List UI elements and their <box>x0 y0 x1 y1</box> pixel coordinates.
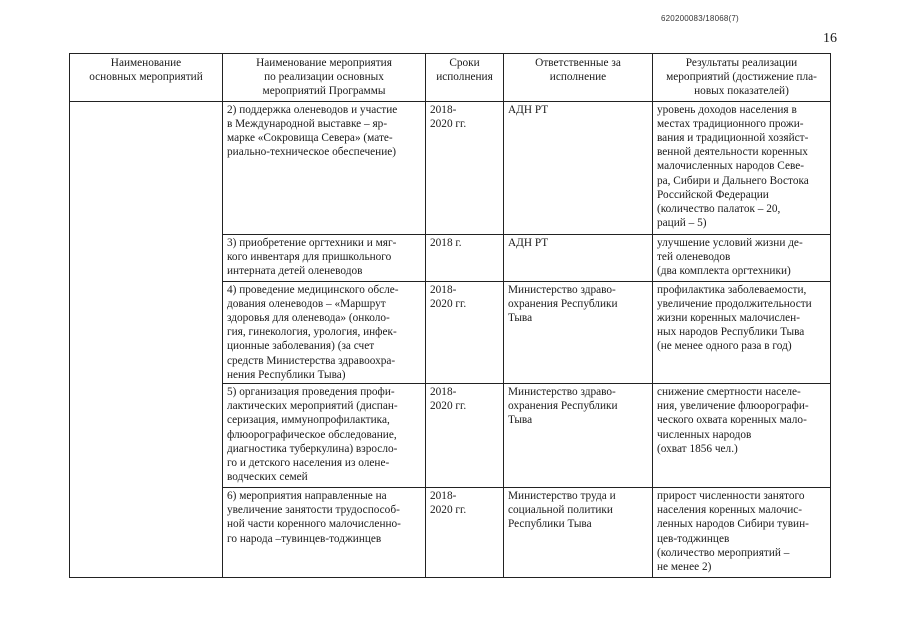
period-cell: 2018- 2020 гг. <box>426 281 504 383</box>
table-row <box>70 101 831 234</box>
period-cell: 2018- 2020 гг. <box>426 488 504 578</box>
header-main-activities: Наименование основных мероприятий <box>70 54 223 102</box>
page-number: 16 <box>823 31 837 46</box>
period-cell: 2018- 2020 гг. <box>426 101 504 234</box>
result-cell: уровень доходов населения в местах традиционного прожи- вания и традиционной хозяйст- венной деятельности коренных малочисленных народов Севе- ра, Сибири и Дальнего Востока Российской Федерации (количество палаток – 20, раций – 5) <box>653 101 831 234</box>
result-cell: снижение смертности населе- ния, увеличение флюорографи- ческого охвата коренных мало- численных народов (охват 1856 чел.) <box>653 384 831 488</box>
program-activities-table <box>69 53 831 578</box>
result-cell: прирост численности занятого населения коренных малочис- ленных народов Сибири тувин- цев-тоджинцев (количество мероприятий – не менее 2) <box>653 488 831 578</box>
header-results: Результаты реализации мероприятий (достижение пла- новых показателей) <box>653 54 831 102</box>
responsible-cell: Министерство здраво- охранения Республики Тыва <box>504 384 653 488</box>
responsible-cell: АДН РТ <box>504 101 653 234</box>
result-cell: улучшение условий жизни де- тей оленеводов (два комплекта оргтехники) <box>653 234 831 281</box>
responsible-cell: АДН РТ <box>504 234 653 281</box>
header-responsible: Ответственные за исполнение <box>504 54 653 102</box>
responsible-cell: Министерство здраво- охранения Республики Тыва <box>504 281 653 383</box>
activity-cell: 4) проведение медицинского обсле- дования оленеводов – «Маршрут здоровья для оленевода» (онколо- гия, гинекология, урология, инфек- ционные заболевания) (за счет средств Министерства здравоохра- нения Республики Тыва) <box>223 281 426 383</box>
result-cell: профилактика заболеваемости, увеличение продолжительности жизни коренных малочислен- ных народов Республики Тыва (не менее одного раза в год) <box>653 281 831 383</box>
main-activity-cell <box>70 101 223 577</box>
period-cell: 2018 г. <box>426 234 504 281</box>
activity-cell: 3) приобретение оргтехники и мяг- кого инвентаря для пришкольного интерната детей оленеводов <box>223 234 426 281</box>
activity-cell: 2) поддержка оленеводов и участие в Международной выставке – яр- марке «Сокровища Севера» (мате- риально-техническое обеспечение) <box>223 101 426 234</box>
responsible-cell: Министерство труда и социальной политики Республики Тыва <box>504 488 653 578</box>
activity-cell: 6) мероприятия направленные на увеличение занятости трудоспособ- ной части коренного малочисленно- го народа –тувинцев-тоджинцев <box>223 488 426 578</box>
period-cell: 2018- 2020 гг. <box>426 384 504 488</box>
activity-cell: 5) организация проведения профи- лактических мероприятий (диспан- серизация, иммунопрофилактика, флюорографическое обследование, диагностика туберкулина) взросло- го и детского населения из олене- водческих семей <box>223 384 426 488</box>
document-code: 620200083/18068(7) <box>661 14 739 23</box>
header-period: Сроки исполнения <box>426 54 504 102</box>
header-activity-name: Наименование мероприятия по реализации основных мероприятий Программы <box>223 54 426 102</box>
table-header-row <box>70 54 831 102</box>
